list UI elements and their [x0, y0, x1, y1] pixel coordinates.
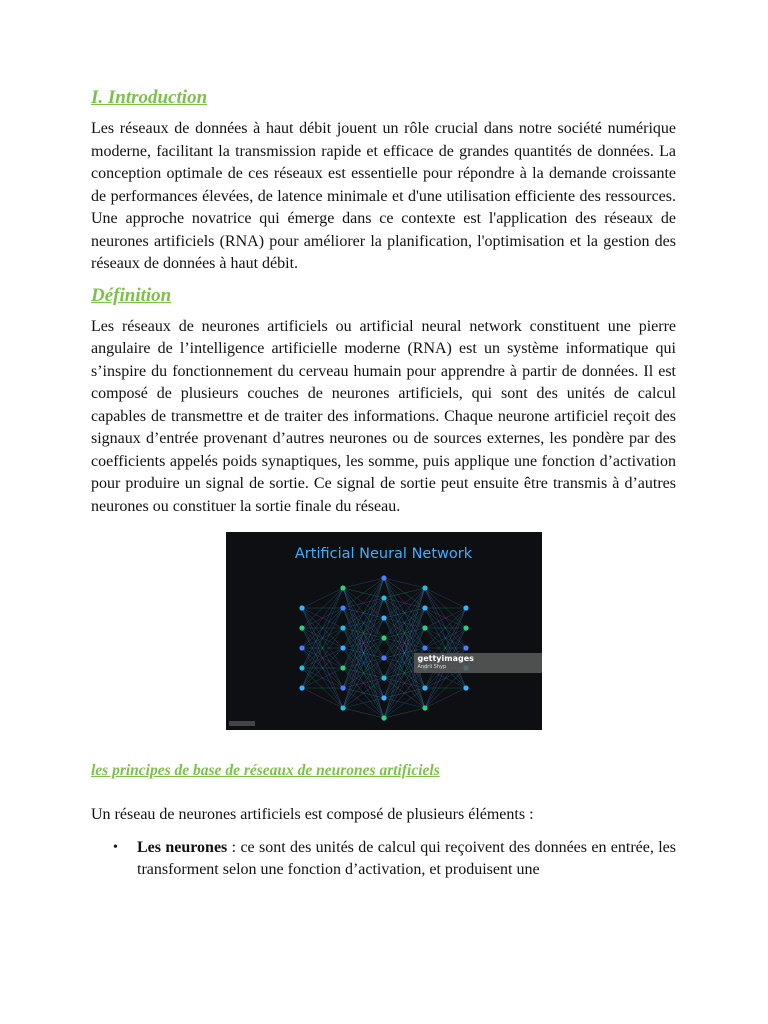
neuron-node: [422, 605, 427, 610]
neuron-node: [299, 605, 304, 610]
connection-line: [384, 688, 425, 718]
intro-paragraph: Les réseaux de données à haut débit jouent un rôle crucial dans notre société numérique moderne, facilitant la transmission rapide et efficace de grandes quantités de données. La conception optimale de ces réseaux est essentielle pour répondre à la demande croissante de performances élevées, de latence minimale et d'une utilisation efficiente des ressources. Une approche novatrice qui émerge dans ce contexte est l'application des réseaux de neurones artificiels (RNA) pour améliorer la planification, l'optimisation et la gestion des réseaux de données à haut débit.: [91, 120, 676, 272]
connection-line: [302, 588, 343, 688]
document-content: [91, 84, 676, 882]
connection-line: [343, 678, 384, 708]
neuron-node: [340, 665, 345, 670]
principles-list: [91, 837, 676, 882]
neuron-node: [422, 645, 427, 650]
connection-line: [384, 708, 425, 718]
connection-line: [343, 708, 384, 718]
connection-line: [384, 668, 425, 718]
intro-heading: I. Introduction: [91, 87, 208, 108]
connection-line: [343, 578, 384, 688]
neuron-node: [463, 685, 468, 690]
neuron-node: [340, 645, 345, 650]
connection-line: [343, 578, 384, 588]
connection-line: [302, 688, 343, 708]
connection-line: [384, 588, 425, 698]
connection-line: [302, 588, 343, 648]
connection-line: [425, 688, 466, 708]
getty-watermark: [414, 653, 542, 673]
connection-line: [343, 578, 384, 708]
connection-line: [343, 578, 384, 628]
neuron-node: [340, 705, 345, 710]
neuron-node: [299, 685, 304, 690]
image-id-box: [229, 721, 255, 726]
neuron-node: [381, 615, 386, 620]
principles-intro: Un réseau de neurones artificiels est composé de plusieurs éléments :: [91, 806, 534, 823]
neuron-node: [340, 685, 345, 690]
neuron-node: [422, 705, 427, 710]
connection-line: [343, 698, 384, 708]
bullet-text: : ce sont des unités de calcul qui reçoivent des données en entrée, les transforment selon une fonction d’activation, et produisent une: [137, 838, 677, 878]
connection-line: [343, 598, 384, 708]
connection-line: [343, 658, 384, 708]
connection-line: [343, 638, 384, 708]
list-item: [91, 837, 676, 882]
neuron-node: [381, 675, 386, 680]
neuron-node: [340, 585, 345, 590]
neuron-node: [463, 625, 468, 630]
neuron-node: [422, 685, 427, 690]
neuron-node: [463, 605, 468, 610]
connection-line: [425, 588, 466, 608]
principles-heading: les principes de base de réseaux de neurones artificiels: [91, 762, 440, 779]
neuron-node: [340, 605, 345, 610]
connection-line: [384, 588, 425, 638]
connection-line: [384, 628, 425, 718]
neural-network-image: [226, 532, 542, 730]
definition-heading: Définition: [91, 284, 172, 306]
neuron-node: [381, 595, 386, 600]
connection-line: [302, 588, 343, 608]
neuron-node: [381, 715, 386, 720]
neuron-node: [381, 575, 386, 580]
connection-line: [343, 578, 384, 608]
connection-line: [343, 578, 384, 648]
watermark-brand: gettyimages: [417, 654, 474, 663]
connection-line: [343, 578, 384, 668]
connection-line: [384, 588, 425, 618]
neuron-node: [463, 645, 468, 650]
neuron-node: [422, 585, 427, 590]
neuron-node: [299, 665, 304, 670]
figure-container: [91, 532, 676, 730]
definition-paragraph: Les réseaux de neurones artificiels ou artificial neural network constituent une pierre angulaire de l’intelligence artificielle moderne (RNA) est un système informatique qui s’inspire du fonctionnement du cerveau humain pour apprendre à partir de données. Il est composé de plusieurs couches de neurones artificiels, qui sont des unités de calcul capables de transmettre et de traiter des informations. Chaque neurone artificiel reçoit des signaux d’entrée provenant d’autres neurones ou de sources externes, les pondère par des coefficients appelés poids synaptiques, les somme, puis applique une fonction d’activation pour produire un signal de sortie. Ce signal de sortie peut ensuite être transmis à d’autres neurones ou constituer la sortie finale du réseau.: [91, 317, 676, 515]
bullet-term: Les neurones: [137, 838, 228, 856]
neuron-node: [381, 635, 386, 640]
neuron-node: [381, 655, 386, 660]
connection-line: [343, 618, 384, 708]
neuron-node: [340, 625, 345, 630]
figure-title: Artificial Neural Network: [294, 546, 473, 562]
connection-line: [384, 588, 425, 658]
neuron-node: [299, 645, 304, 650]
watermark-credit: Andrii Shyp: [417, 664, 447, 670]
neuron-node: [422, 625, 427, 630]
neuron-node: [381, 695, 386, 700]
connection-line: [384, 578, 425, 588]
bullet-icon: •: [113, 839, 118, 855]
neuron-node: [299, 625, 304, 630]
connection-line: [384, 588, 425, 598]
